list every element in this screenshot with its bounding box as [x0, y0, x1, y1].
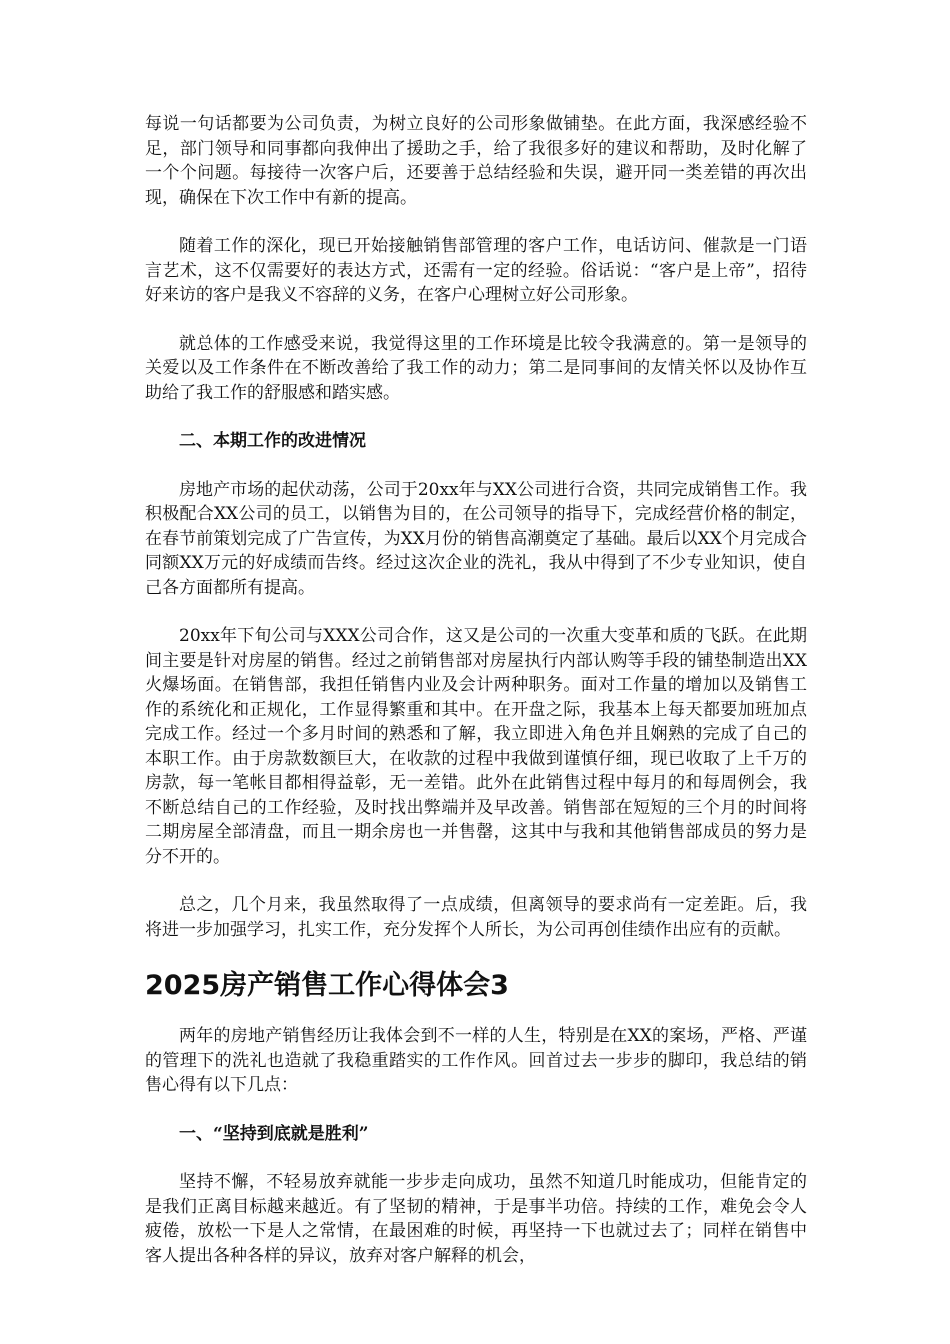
paragraph-3: 就总体的工作感受来说，我觉得这里的工作环境是比较令我满意的。第一是领导的关爱以及工作条件在不断改善给了我工作的动力；第二是同事间的友情关怀以及协作互助给了我工作的舒服感和踏实感。: [145, 333, 807, 403]
section-heading-persistence: 一、“坚持到底就是胜利”: [179, 1123, 369, 1144]
paragraph-7: 两年的房地产销售经历让我体会到不一样的人生，特别是在XX的案场，严格、严谨的管理下的洗礼也造就了我稳重踏实的工作作风。回首过去一步步的脚印，我总结的销售心得有以下几点：: [145, 1026, 807, 1095]
paragraph-4: 房地产市场的起伏动荡，公司于20xx年与XX公司进行合资，共同完成销售工作。我积极配合XX公司的员工，以销售为目的，在公司领导的指导下，完成经营价格的制定，在春节前策划完成了广告宣传，为XX月份的销售高潮奠定了基础。最后以XX个月完成合同额XX万元的好成绩而告终。经过这次企业的洗礼，我从中得到了不少专业知识，使自己各方面都所有提高。: [145, 479, 807, 598]
paragraph-6: 总之，几个月来，我虽然取得了一点成绩，但离领导的要求尚有一定差距。后，我将进一步加强学习，扎实工作，充分发挥个人所长，为公司再创佳绩作出应有的贡献。: [145, 895, 807, 940]
paragraph-5: 20xx年下旬公司与XXX公司合作，这又是公司的一次重大变革和质的飞跃。在此期间主要是针对房屋的销售。经过之前销售部对房屋执行内部认购等手段的铺垫制造出XX火爆场面。在销售部，我担任销售内业及会计两种职务。面对工作量的增加以及销售工作的系统化和正规化，工作显得繁重和其中。在开盘之际，我基本上每天都要加班加点完成工作。经过一个多月时间的熟悉和了解，我立即进入角色并且娴熟的完成了自己的本职工作。由于房款数额巨大，在收款的过程中我做到谨慎仔细，现已收取了上千万的房款，每一笔帐目都相得益彰，无一差错。此外在此销售过程中每月的和每周例会，我不断总结自己的工作经验，及时找出弊端并及早改善。销售部在短短的三个月的时间将二期房屋全部清盘，而且一期余房也一并售罄，这其中与我和其他销售部成员的努力是分不开的。: [145, 626, 807, 867]
document-page: [145, 112, 807, 1292]
article-title: 2025房产销售工作心得体会3: [145, 970, 509, 1001]
paragraph-8: 坚持不懈，不轻易放弃就能一步步走向成功，虽然不知道几时能成功，但能肯定的是我们正离目标越来越近。有了坚韧的精神，于是事半功倍。持续的工作，难免会令人疲倦，放松一下是人之常情，在最困难的时候，再坚持一下也就过去了；同样在销售中客人提出各种各样的异议，放弃对客户解释的机会，: [145, 1172, 807, 1266]
paragraph-2: 随着工作的深化，现已开始接触销售部管理的客户工作，电话访问、催款是一门语言艺术，这不仅需要好的表达方式，还需有一定的经验。俗话说：“客户是上帝”，招待好来访的客户是我义不容辞的义务，在客户心理树立好公司形象。: [145, 236, 807, 305]
paragraph-1: 每说一句话都要为公司负责，为树立良好的公司形象做铺垫。在此方面，我深感经验不足，部门领导和同事都向我伸出了援助之手，给了我很多好的建议和帮助，及时化解了一个个问题。每接待一次客户后，还要善于总结经验和失误，避开同一类差错的再次出现，确保在下次工作中有新的提高。: [145, 114, 807, 208]
section-heading-improvement: 二、本期工作的改进情况: [179, 431, 366, 451]
